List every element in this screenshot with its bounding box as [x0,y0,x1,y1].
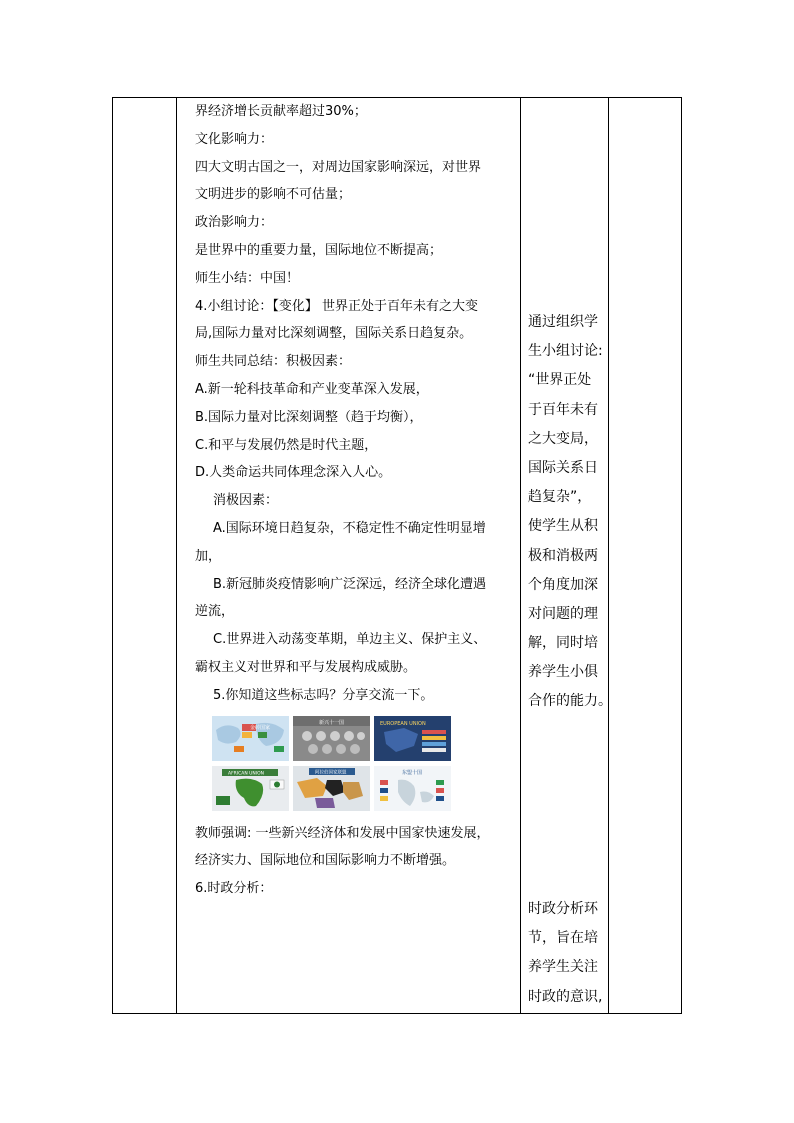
text-line: B.新冠肺炎疫情影响广泛深远，经济全球化遭遇 [213,576,487,592]
note-line: 时政的意识, [528,988,603,1005]
text-line: 6.时政分析： [195,881,273,897]
text-line: 4.小组讨论：【变化】 世界正处于百年未有之大变 [195,298,479,314]
note-line: 于百年未有 [528,401,598,418]
note-line: 之大变局， [528,430,598,447]
brics-image [212,716,289,761]
note-line: 合作的能力。 [528,693,612,710]
teaching-content-cell [185,98,521,903]
text-line: A.新一轮科技革命和产业变革深入发展， [195,381,429,397]
svg-text:EUROPEAN UNION: EUROPEAN UNION [380,720,426,727]
svg-text:新兴十一国: 新兴十一国 [319,719,345,726]
note-line: “世界正处 [528,372,592,389]
note-line: 节，旨在培 [528,930,598,947]
arab-league-image [293,766,370,811]
text-line: 是世界中的重要力量，国际地位不断提高； [195,242,443,258]
text-line: 教师强调: 一些新兴经济体和发展中国家快速发展， [195,825,490,841]
text-line: A.国际环境日趋复杂，不稳定性不确定性明显增 [213,520,486,536]
svg-text:东盟十国: 东盟十国 [402,769,423,776]
text-line: 文明进步的影响不可估量； [195,187,352,203]
note-line: 通过组织学 [528,314,598,330]
note-line: 时政分析环 [528,901,598,917]
svg-text:阿拉伯国家联盟: 阿拉伯国家联盟 [315,770,347,776]
text-line: C.和平与发展仍然是时代主题， [195,437,378,453]
svg-text:金砖国家: 金砖国家 [250,724,271,731]
text-line: B.国际力量对比深刻调整（趋于均衡）， [195,409,423,425]
text-line: 师生小结：中国！ [195,270,300,286]
current-affairs-note [523,895,609,1012]
text-line: C.世界进入动荡变革期，单边主义、保护主义、 [213,632,487,648]
group-discussion-note [523,308,612,717]
note-line: 养学生小俱 [528,664,598,681]
text-line: 5.你知道这些标志吗？分享交流一下。 [213,687,434,703]
note-line: 国际关系日 [528,459,598,476]
emerging-eleven-image [293,716,370,761]
note-line: 养学生关注 [528,959,598,976]
text-line: 霸权主义对世界和平与发展构成威胁。 [195,659,417,675]
text-line: 消极因素： [213,493,279,509]
text-line: 文化影响力： [195,131,274,147]
note-line: 极和消极两 [528,547,598,564]
asean-image [374,766,451,811]
organization-logos-collage [212,716,452,814]
text-line: 政治影响力： [195,215,274,231]
text-line: 逆流， [195,604,235,620]
text-line: 局,国际力量对比深刻调整，国际关系日趋复杂。 [195,326,473,342]
note-line: 生小组讨论: [528,343,603,360]
column-divider [176,98,177,1013]
note-line: 使学生从积 [528,518,598,535]
text-line: 加， [195,548,222,564]
african-union-image [212,766,289,811]
svg-text:AFRICAN UNION: AFRICAN UNION [228,771,265,777]
text-line: 界经济增长贡献率超过30%； [195,104,367,119]
note-line: 对问题的理 [528,605,598,622]
text-line: 经济实力、国际地位和国际影响力不断增强。 [195,853,456,869]
text-line: 师生共同总结：积极因素： [195,354,352,370]
text-line: D.人类命运共同体理念深入人心。 [195,465,392,481]
text-line: 四大文明古国之一，对周边国家影响深远，对世界 [195,159,482,175]
note-line: 趋复杂”， [528,489,592,506]
note-line: 个角度加深 [528,576,598,593]
european-union-image [374,716,451,761]
note-line: 解，同时培 [528,635,598,652]
lesson-table [112,97,682,1014]
